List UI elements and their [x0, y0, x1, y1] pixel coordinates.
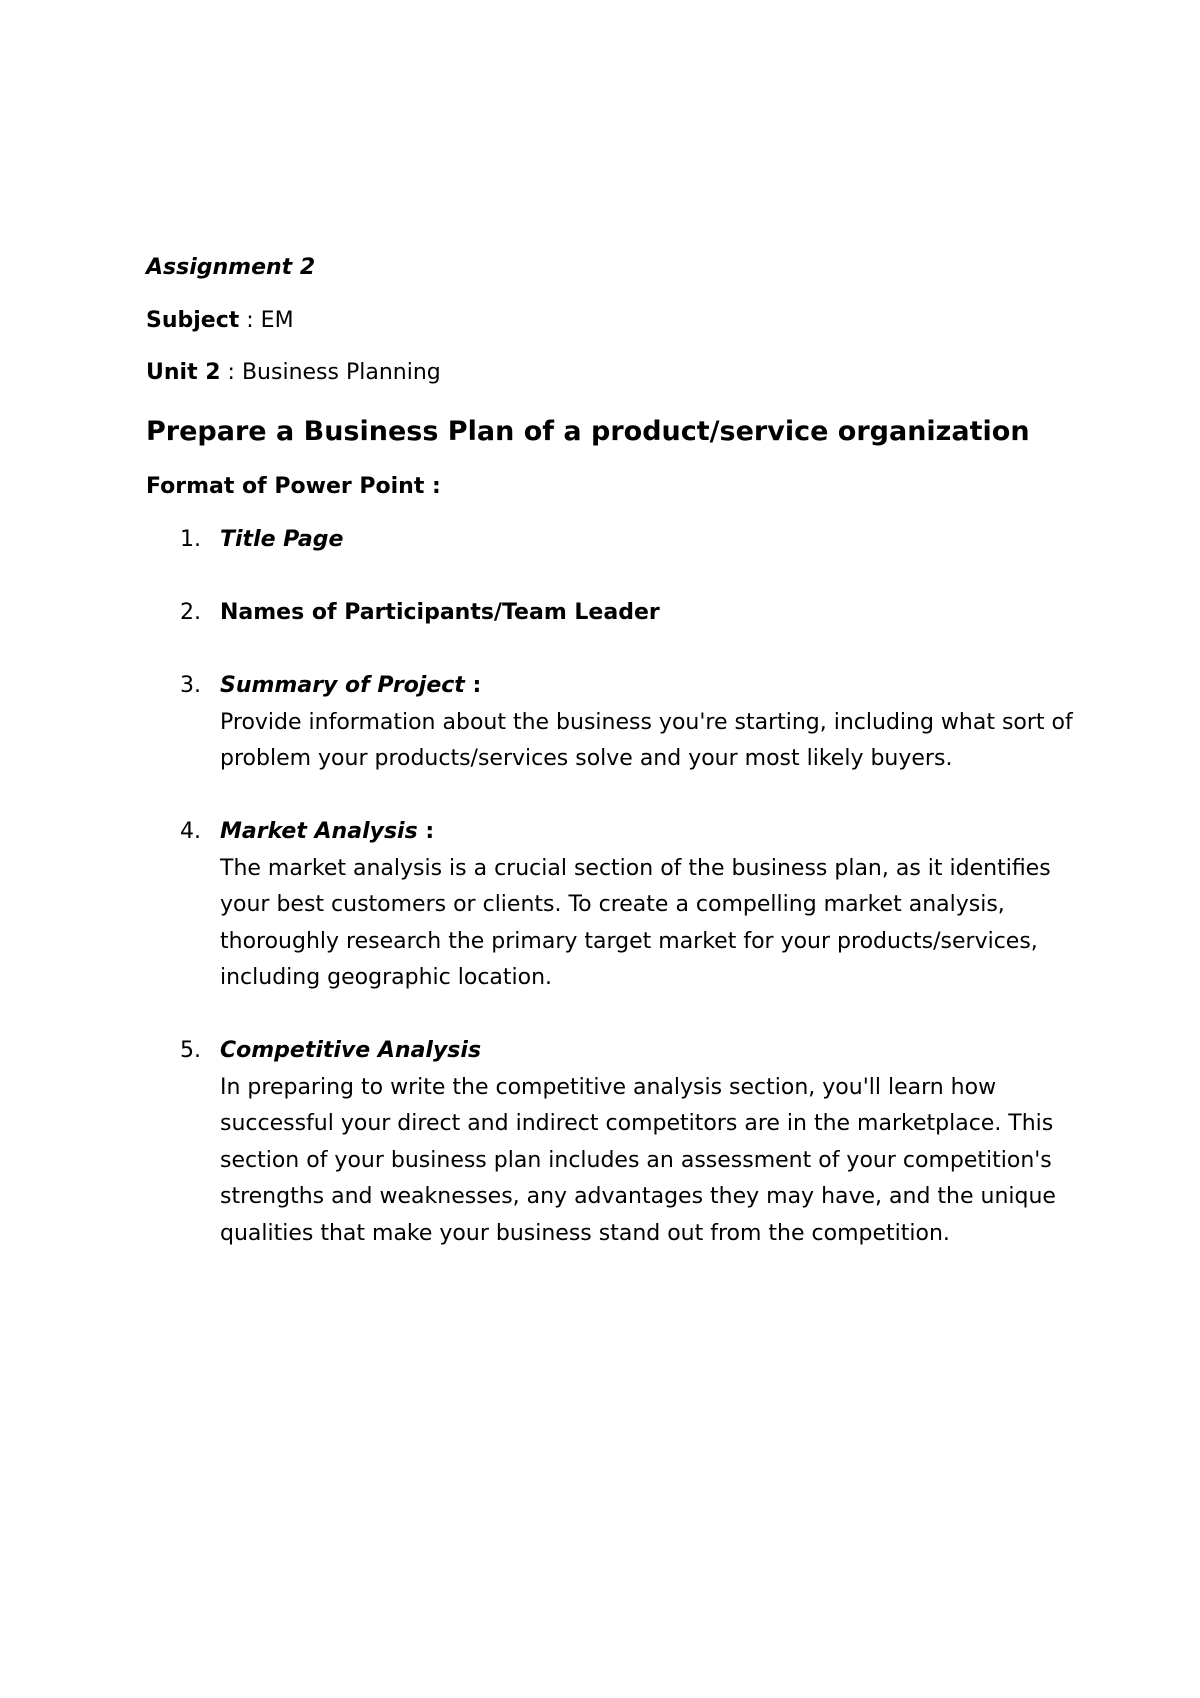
assignment-heading [146, 253, 315, 283]
list-item-title: Competitive Analysis [220, 1038, 482, 1063]
list-item-description: The market analysis is a crucial section of the business plan, as it identifies your best customers or clients. To create a compelling market analysis, thoroughly research the primary target market for your products/services, including geographic location. [220, 855, 1051, 990]
unit-label: Unit 2 [146, 360, 221, 385]
list-item-number: 5. [180, 1038, 201, 1063]
list-item-title: Summary of Project [220, 673, 465, 698]
list-item-number: 4. [180, 819, 201, 844]
page-title: Prepare a Business Plan of a product/service organization [146, 416, 1030, 447]
list-item-title: Names of Participants/Team Leader [220, 600, 660, 625]
list-item-title-suffix: : [464, 673, 482, 698]
list-item-title: Title Page [220, 527, 344, 552]
list-item-number: 1. [180, 527, 201, 552]
list-item-description: In preparing to write the competitive analysis section, you'll learn how successful your direct and indirect competitors are in the marketplace. This section of your business plan includes an assessment of your competition's strengths and weaknesses, any advantages they may have, and the unique qualities that make your business stand out from the competition. [220, 1074, 1056, 1246]
list-item-title-suffix: : [417, 819, 435, 844]
list-item-number: 3. [180, 673, 201, 698]
unit-line [146, 358, 441, 388]
assignment-label: Assignment 2 [146, 255, 316, 280]
list-item-description: Provide information about the business you're starting, including what sort of problem your products/services solve and your most likely buyers. [220, 709, 1073, 771]
subject-value: : EM [239, 308, 294, 333]
subject-label: Subject [146, 308, 240, 333]
list-item-title: Market Analysis [220, 819, 418, 844]
subject-line [146, 306, 294, 336]
list-item-number: 2. [180, 600, 201, 625]
unit-value: : Business Planning [220, 360, 441, 385]
format-heading: Format of Power Point : [146, 474, 441, 499]
